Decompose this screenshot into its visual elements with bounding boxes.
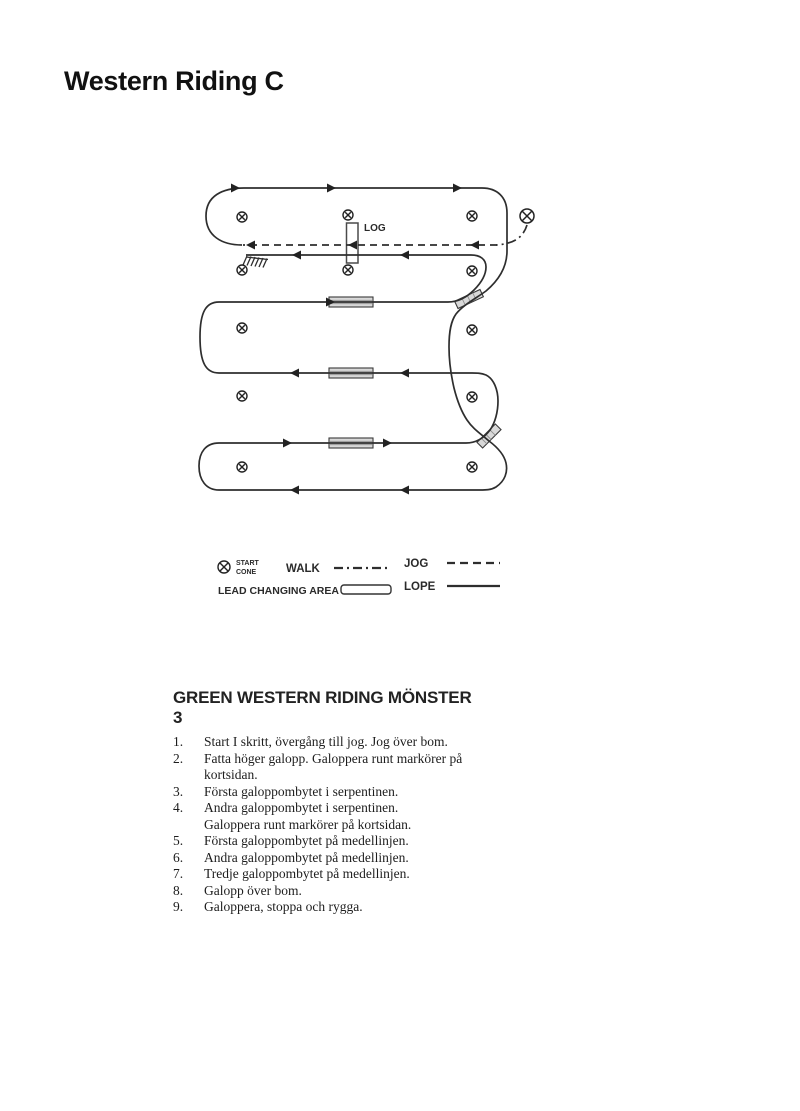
instruction-text: Galoppera, stoppa och rygga.: [204, 899, 363, 914]
instruction-item: [173, 751, 481, 784]
instruction-item: [173, 800, 481, 833]
instruction-item: [173, 899, 481, 916]
cone-marker: [467, 462, 477, 472]
instruction-list: [173, 734, 481, 916]
legend-walk-label: WALK: [286, 563, 320, 575]
instruction-item: [173, 883, 481, 900]
legend-jog-label: JOG: [404, 558, 429, 570]
instruction-item: [173, 850, 481, 867]
legend-start-cone-label-2: CONE: [236, 569, 257, 576]
start-cone-marker: [520, 209, 534, 223]
cone-marker: [237, 265, 247, 275]
instruction-number: 8.: [173, 882, 184, 898]
instruction-item: [173, 833, 481, 850]
cone-marker: [237, 212, 247, 222]
cone-marker: [467, 325, 477, 335]
walk-path: [496, 225, 527, 245]
instruction-number: 3.: [173, 783, 184, 799]
instruction-text: Första galoppombytet i serpentinen.: [204, 783, 399, 799]
instruction-number: 4.: [173, 800, 184, 815]
instruction-text: Tredje galoppombytet på medellinjen.: [204, 866, 410, 881]
instruction-number: 1.: [173, 734, 184, 749]
instruction-number: 7.: [173, 866, 184, 881]
legend-lead-changing-label: LEAD CHANGING AREA: [218, 585, 339, 597]
instruction-text: Start I skritt, övergång till jog. Jog över bom.: [204, 734, 448, 749]
instruction-number: 2.: [173, 750, 184, 766]
cone-marker: [237, 323, 247, 333]
instruction-item: [173, 866, 481, 883]
cone-marker: [237, 462, 247, 472]
instruction-text: Andra galoppombytet i serpentinen. Galoppera runt markörer på kortsidan.: [204, 800, 412, 832]
legend-start-cone-label-1: START: [236, 560, 259, 567]
instruction-number: 9.: [173, 899, 184, 914]
instruction-text: Fatta höger galopp. Galoppera runt markörer på kortsidan.: [204, 750, 463, 782]
instruction-text: Andra galoppombytet på medellinjen.: [204, 849, 409, 865]
legend-lead-changing-symbol: [341, 585, 391, 594]
serpentine-change-area: [455, 289, 484, 308]
instruction-number: 6.: [173, 849, 184, 865]
legend: [218, 558, 500, 597]
legend-start-cone-icon: [218, 561, 230, 573]
cone-marker: [343, 265, 353, 275]
legend-lope-label: LOPE: [404, 581, 436, 593]
cone-marker: [467, 392, 477, 402]
backup-zigzag: [243, 256, 268, 268]
instruction-text: Första galoppombytet på medellinjen.: [204, 833, 409, 848]
cone-marker: [467, 266, 477, 276]
page-title: Western Riding C: [64, 66, 284, 96]
instruction-number: 5.: [173, 833, 184, 848]
cone-marker: [343, 210, 353, 220]
serpentine-change-area: [477, 424, 501, 448]
cone-marker: [237, 391, 247, 401]
instruction-item: [173, 784, 481, 801]
instruction-item: [173, 734, 481, 751]
instructions-heading: GREEN WESTERN RIDING MÖNSTER 3: [173, 688, 472, 727]
log-label: LOG: [364, 223, 386, 234]
instructions-block: [173, 688, 481, 916]
instruction-text: Galopp över bom.: [204, 882, 302, 898]
cone-marker: [467, 211, 477, 221]
